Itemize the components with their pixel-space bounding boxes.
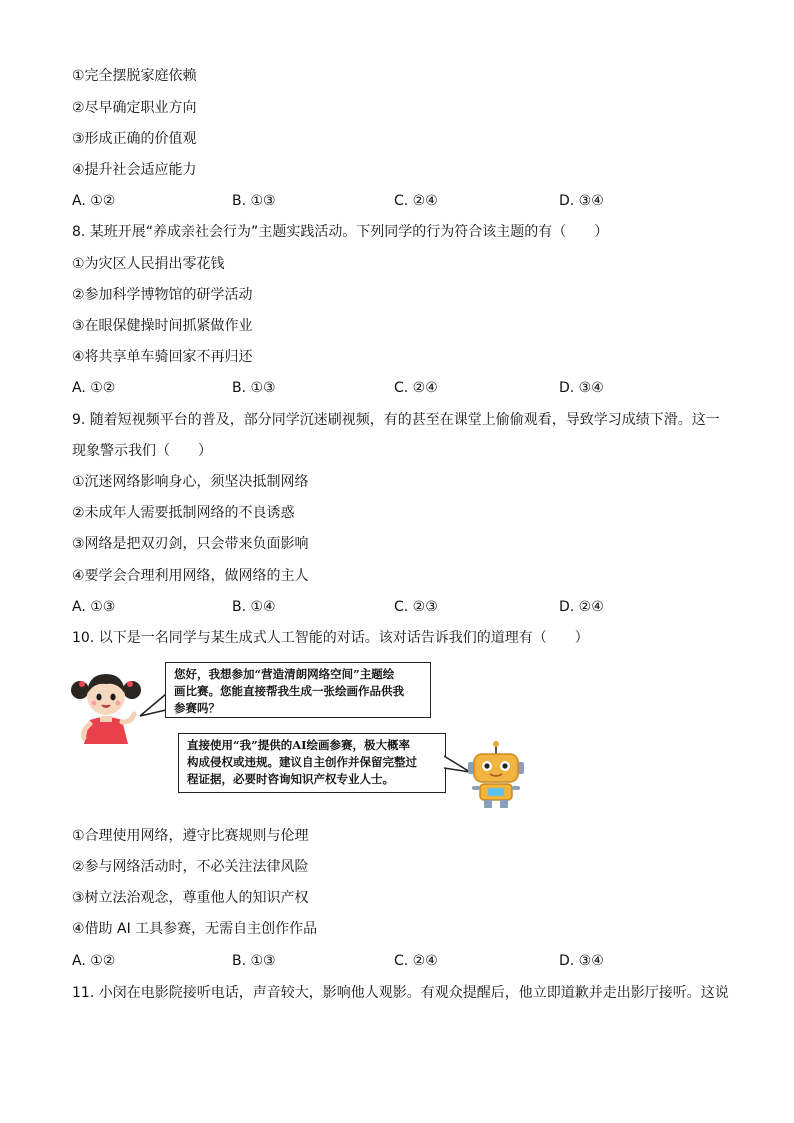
q7-choice-c: C. ②④ [394,193,438,209]
q9-option-2: ②未成年人需要抵制网络的不良诱惑 [72,505,295,521]
q9-choice-a: A. ①③ [72,599,116,615]
q7-choices [72,191,712,211]
q10-stem: 10. 以下是一名同学与某生成式人工智能的对话。该对话告诉我们的道理有（ ） [72,630,589,646]
q10-option-3: ③树立法治观念，尊重他人的知识产权 [72,890,309,906]
q8-choice-d: D. ③④ [559,380,604,396]
q10-option-1: ①合理使用网络，遵守比赛规则与伦理 [72,828,309,844]
q9-choice-c: C. ②③ [394,599,438,615]
q9-stem-line1: 9. 随着短视频平台的普及，部分同学沉迷刷视频，有的甚至在课堂上偷偷观看，导致学习成绩下滑。这一 [72,412,720,428]
q9-choices [72,597,712,617]
q8-choices [72,378,712,398]
q7-choice-a: A. ①② [72,193,116,209]
robot-illustration [466,740,526,810]
q8-option-4: ④将共享单车骑回家不再归还 [72,349,253,365]
q7-option-3: ③形成正确的价值观 [72,131,197,147]
q7-option-4: ④提升社会适应能力 [72,162,197,178]
q10-choice-b: B. ①③ [232,953,276,969]
girl-text-line2: 画比赛。您能直接帮我生成一张绘画作品供我 [174,684,404,698]
q9-stem-line2: 现象警示我们（ ） [72,443,212,459]
q10-choice-a: A. ①② [72,953,116,969]
q8-stem: 8. 某班开展“养成亲社会行为”主题实践活动。下列同学的行为符合该主题的有（ ） [72,224,609,240]
q9-choice-b: B. ①④ [232,599,276,615]
girl-illustration [70,664,142,746]
q10-choice-c: C. ②④ [394,953,438,969]
q10-option-4: ④借助 AI 工具参赛，无需自主创作作品 [72,921,318,937]
q8-option-3: ③在眼保健操时间抓紧做作业 [72,318,253,334]
q10-choice-d: D. ③④ [559,953,604,969]
q9-choice-d: D. ②④ [559,599,604,615]
q7-choice-d: D. ③④ [559,193,604,209]
q9-option-4: ④要学会合理利用网络，做网络的主人 [72,568,309,584]
q7-choice-b: B. ①③ [232,193,276,209]
girl-text-line3: 参赛吗？ [174,701,220,715]
ai-text-line2: 构成侵权或违规。建议自主创作并保留完整过 [187,755,417,769]
ai-text-line3: 程证据，必要时咨询知识产权专业人士。 [187,772,394,786]
q8-option-2: ②参加科学博物馆的研学活动 [72,287,253,303]
ai-text-line1: 直接使用“我”提供的AI绘画参赛，极大概率 [187,738,411,752]
q9-option-1: ①沉迷网络影响身心，须坚决抵制网络 [72,474,309,490]
q8-choice-a: A. ①② [72,380,116,396]
ai-speech-bubble [178,733,446,793]
q8-choice-b: B. ①③ [232,380,276,396]
q7-option-2: ②尽早确定职业方向 [72,100,197,116]
girl-speech-bubble [165,662,431,718]
q8-option-1: ①为灾区人民捐出零花钱 [72,256,225,272]
q10-choices [72,951,712,971]
girl-text-line1: 您好，我想参加“营造清朗网络空间”主题绘 [174,667,395,681]
q7-option-1: ①完全摆脱家庭依赖 [72,68,197,84]
q10-option-2: ②参与网络活动时，不必关注法律风险 [72,859,309,875]
girl-bubble-tail [136,690,168,720]
q9-option-3: ③网络是把双刃剑，只会带来负面影响 [72,536,309,552]
q8-choice-c: C. ②④ [394,380,438,396]
q11-stem: 11. 小闵在电影院接听电话，声音较大，影响他人观影。有观众提醒后，他立即道歉并走出影厅接听。这说 [72,985,729,1001]
